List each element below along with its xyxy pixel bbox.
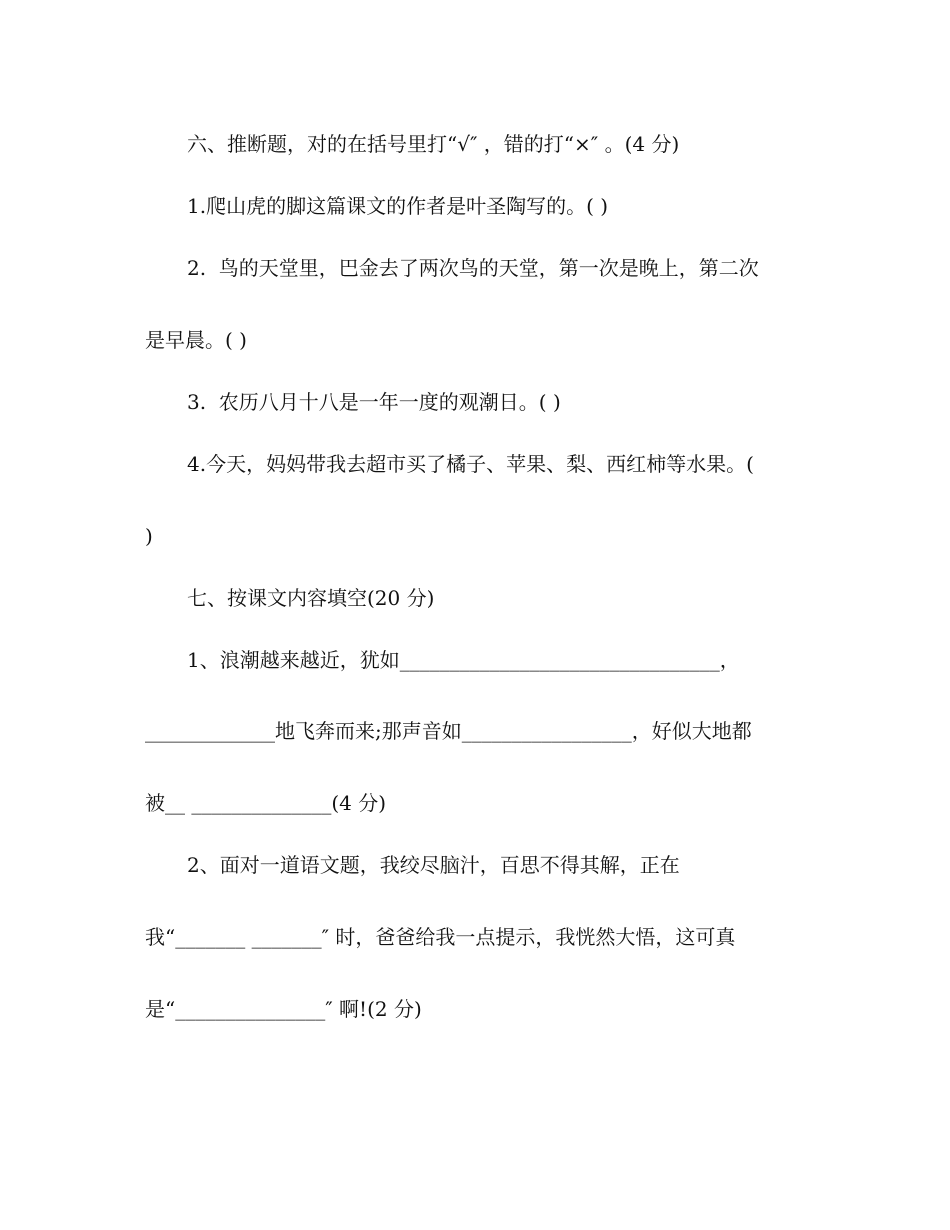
section7-question-1-line2: _____________地飞奔而来;那声音如_________________，好似大地都 xyxy=(145,719,752,743)
section6-question-1: 1.爬山虎的脚这篇课文的作者是叶圣陶写的。( ) xyxy=(187,194,609,218)
section7-question-2-line2: 我“_______ _______″ 时，爸爸给我一点提示，我恍然大悟，这可真 xyxy=(145,925,736,949)
section7-question-1-line1: 1、浪潮越来越近，犹如________________________________， xyxy=(187,648,740,672)
section6-question-4-line2: ) xyxy=(145,524,153,548)
section7-title: 七、按课文内容填空(20 分) xyxy=(187,586,435,610)
section6-title: 六、推断题，对的在括号里打“√″ ，错的打“×″ 。(4 分) xyxy=(187,132,680,156)
section7-question-2-line1: 2、面对一道语文题，我绞尽脑汁，百思不得其解，正在 xyxy=(187,853,680,877)
section6-question-2-line1: 2. 鸟的天堂里，巴金去了两次鸟的天堂，第一次是晚上，第二次 xyxy=(187,256,759,280)
section6-question-3: 3. 农历八月十八是一年一度的观潮日。( ) xyxy=(187,390,561,414)
section6-question-4-line1: 4.今天，妈妈带我去超市买了橘子、苹果、梨、西红柿等水果。( xyxy=(187,452,754,476)
section7-question-2-line3: 是“_______________″ 啊!(2 分) xyxy=(145,997,422,1021)
section7-question-1-line3: 被__ ______________(4 分) xyxy=(145,791,387,815)
section6-question-2-line2: 是早晨。( ) xyxy=(145,328,247,352)
